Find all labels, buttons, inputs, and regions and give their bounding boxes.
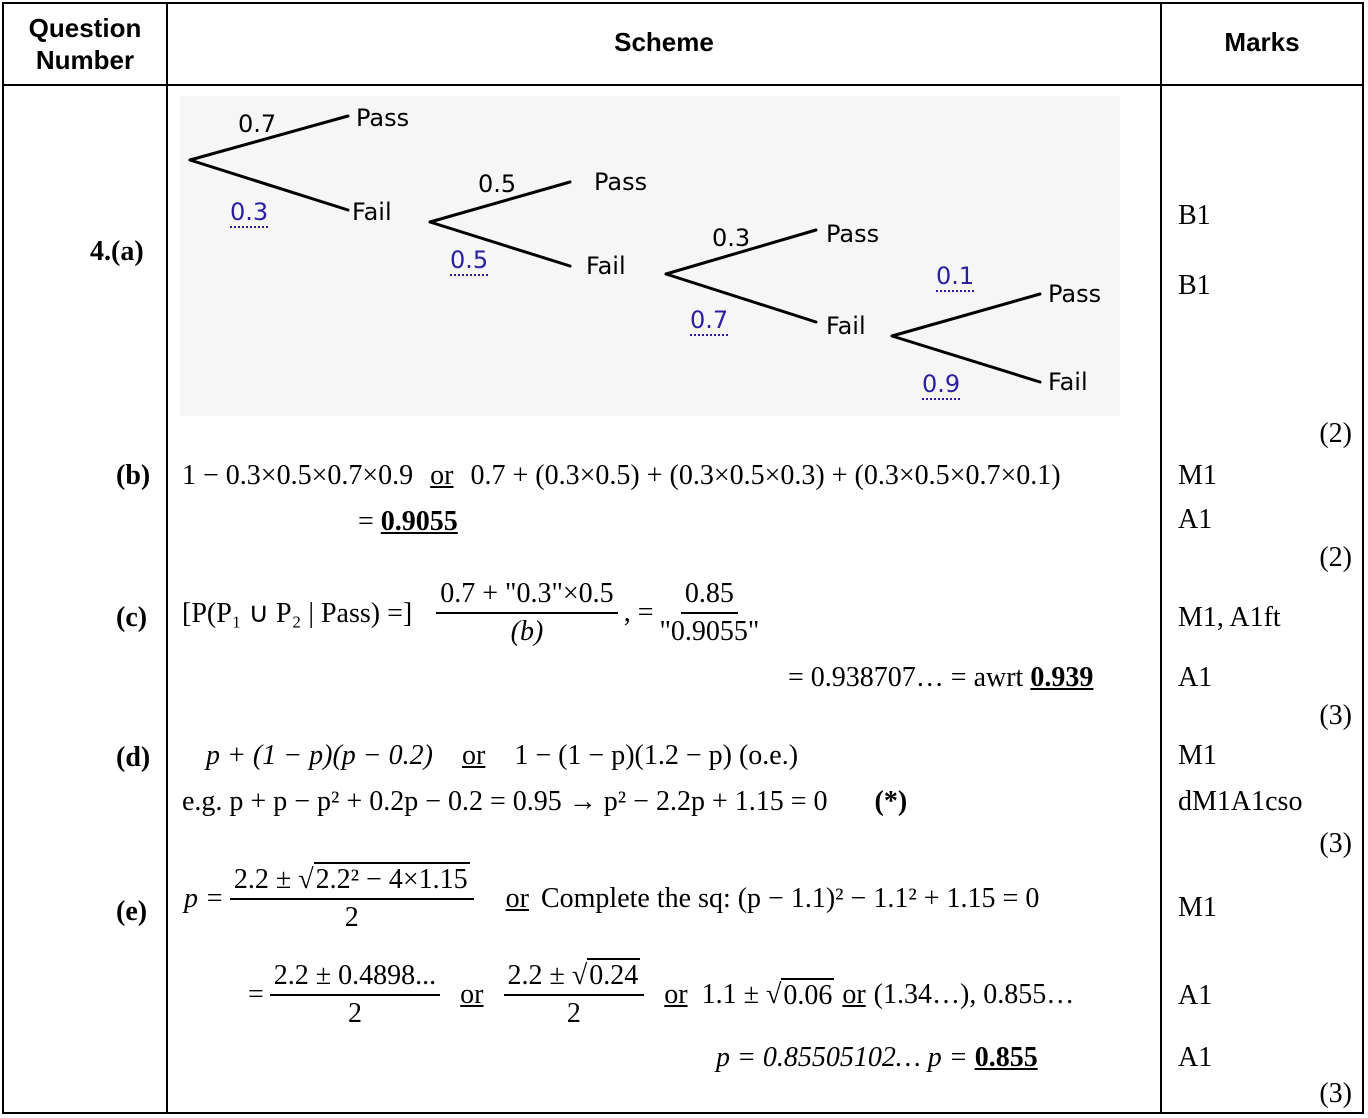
part-c-line-2: = 0.938707… = awrt 0.939 xyxy=(788,662,1094,693)
total-b: (2) xyxy=(1319,542,1352,573)
part-c-fraction-2: $\frac{0.85}{"0.9055"}$ xyxy=(659,578,760,647)
mark-b-1: M1 xyxy=(1178,460,1217,491)
part-c-line-1: [P(P₁ ∪ P₂ | Pass) =] $\frac{0.7 + "0.3"\times 0.5}{(b)}$ , = $\frac{0.85}{"0.9055"}$ xyxy=(182,578,760,647)
tree-outcome-4-pass: Pass xyxy=(1048,280,1102,308)
tree-outcome-1-pass: Pass xyxy=(356,104,410,132)
part-label-a: 4.(a) xyxy=(90,236,144,267)
tree-outcome-3-pass: Pass xyxy=(826,220,880,248)
mark-c-2: A1 xyxy=(1178,662,1213,693)
table-border-left xyxy=(2,2,4,1114)
part-e-line-2: = $\frac{2.2 \pm 0.4898...}{2}$ or $\frac{2.2 \pm √0.24}{2}$ or 1.1 ± √ 0.06 or (1.34…), 0.855… xyxy=(248,960,1075,1029)
mark-a-2: B1 xyxy=(1178,270,1211,301)
part-b-line-2: = 0.9055 xyxy=(358,506,458,537)
total-a: (2) xyxy=(1319,418,1352,449)
tree-prob-2-pass: 0.5 xyxy=(478,170,517,198)
table-border-top xyxy=(2,2,1364,4)
mark-d-1: M1 xyxy=(1178,740,1217,771)
tree-outcome-3-fail: Fail xyxy=(826,312,866,340)
mark-e-2: A1 xyxy=(1178,980,1213,1011)
part-c-answer: 0.939 xyxy=(1030,662,1094,693)
column-divider-1 xyxy=(166,2,168,1114)
part-label-d: (d) xyxy=(116,742,151,773)
mark-d-2: dM1A1cso xyxy=(1178,786,1303,817)
probability-tree-diagram xyxy=(180,96,1120,416)
total-d: (3) xyxy=(1319,828,1352,859)
header-marks: Marks xyxy=(1224,27,1300,57)
tree-outcome-4-fail: Fail xyxy=(1048,368,1088,396)
table-border-right xyxy=(1362,2,1364,1114)
total-e: (3) xyxy=(1319,1078,1352,1109)
tree-prob-2-fail: 0.5 xyxy=(450,246,489,274)
part-label-e: (e) xyxy=(116,896,148,927)
tree-prob-3-pass: 0.3 xyxy=(712,224,751,252)
column-divider-2 xyxy=(1160,2,1162,1114)
part-d-line-1: p + (1 − p)(p − 0.2) or 1 − (1 − p)(1.2 − p) (o.e.) xyxy=(206,740,799,771)
part-e-line-3: p = 0.85505102… p = 0.855 xyxy=(716,1042,1038,1073)
header-question-number: Question Number xyxy=(28,13,142,75)
mark-b-2: A1 xyxy=(1178,504,1213,535)
tree-outcome-1-fail: Fail xyxy=(352,198,392,226)
tree-prob-3-fail: 0.7 xyxy=(690,306,729,334)
part-label-b: (b) xyxy=(116,460,151,491)
part-c-fraction-1: $\frac{0.7 + "0.3"\times 0.5}{(b)}$ xyxy=(436,578,617,648)
part-e-answer: 0.855 xyxy=(974,1042,1038,1073)
part-b-answer: 0.9055 xyxy=(380,506,458,537)
mark-e-1: M1 xyxy=(1178,892,1217,923)
tree-prob-1-pass: 0.7 xyxy=(238,110,277,138)
part-d-line-2: e.g. p + p − p² + 0.2p − 0.2 = 0.95 → p² − 2.2p + 1.15 = 0 (*) xyxy=(182,786,908,817)
table-border-bottom xyxy=(2,1112,1364,1114)
header-scheme: Scheme xyxy=(614,27,714,57)
part-e-quadratic-formula: $\frac{\text{2.2 ± √2.2² − 4×1.15}}{2}$ xyxy=(230,864,474,934)
part-label-c: (c) xyxy=(116,602,148,633)
tree-prob-1-fail: 0.3 xyxy=(230,198,269,226)
header-divider xyxy=(2,84,1364,86)
tree-prob-4-fail: 0.9 xyxy=(922,370,961,398)
total-c: (3) xyxy=(1319,700,1352,731)
tree-outcome-2-pass: Pass xyxy=(594,168,648,196)
mark-a-1: B1 xyxy=(1178,200,1211,231)
tree-outcome-2-fail: Fail xyxy=(586,252,626,280)
part-e-line-1: p = $\frac{\text{2.2 ± √2.2² − 4×1.15}}{2}$ or Complete the sq: (p − 1.1)² − 1.1² + 1.15 = 0 xyxy=(184,864,1040,933)
part-b-line-1: 1 − 0.3×0.5×0.7×0.9 or 0.7 + (0.3×0.5) + (0.3×0.5×0.3) + (0.3×0.5×0.7×0.1) xyxy=(182,460,1061,491)
mark-e-3: A1 xyxy=(1178,1042,1213,1073)
mark-c-1: M1, A1ft xyxy=(1178,602,1281,633)
tree-prob-4-pass: 0.1 xyxy=(936,262,975,290)
